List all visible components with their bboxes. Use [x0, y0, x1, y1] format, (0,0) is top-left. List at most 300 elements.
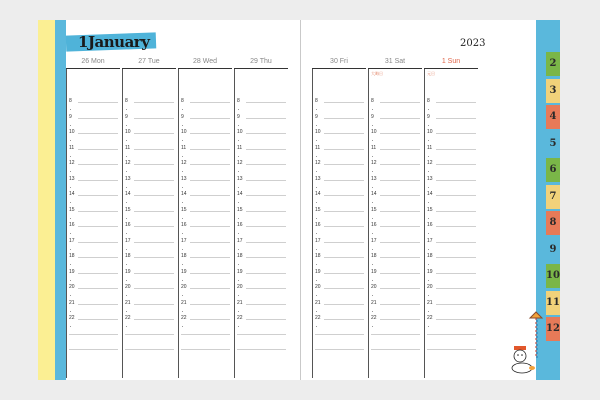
hour-line — [190, 319, 230, 320]
half-hour-dot — [428, 295, 429, 296]
hour-label: 11 — [125, 144, 131, 151]
half-hour-dot — [428, 109, 429, 110]
hour-label: 14 — [69, 191, 75, 197]
hour-label: 9 — [315, 113, 318, 120]
hour-line — [190, 288, 230, 289]
half-hour-dot — [126, 202, 127, 203]
hour-label: 17 — [125, 237, 131, 244]
hour-label: 22 — [125, 315, 131, 321]
hour-label: 16 — [69, 222, 75, 228]
hour-line — [78, 288, 118, 289]
half-hour-dot — [428, 311, 429, 312]
month-tab[interactable]: 3 — [546, 79, 560, 103]
half-hour-dot — [126, 295, 127, 296]
hour-label: 14 — [371, 191, 377, 197]
half-hour-dot — [70, 202, 71, 203]
hour-label: 10 — [371, 129, 377, 135]
hour-slot[interactable] — [312, 100, 366, 116]
half-hour-dot — [428, 171, 429, 172]
hour-slot[interactable] — [312, 317, 366, 333]
note-line — [315, 334, 364, 335]
half-hour-dot — [316, 264, 317, 265]
note-line — [371, 334, 420, 335]
hour-line — [78, 149, 118, 150]
half-hour-dot — [316, 233, 317, 234]
half-hour-dot — [428, 202, 429, 203]
hour-line — [324, 195, 364, 196]
half-hour-dot — [182, 326, 183, 327]
hour-line — [78, 304, 118, 305]
hour-label: 14 — [315, 191, 321, 197]
half-hour-dot — [428, 140, 429, 141]
page-gutter — [300, 20, 301, 380]
hour-line — [78, 164, 118, 165]
hour-line — [78, 242, 118, 243]
hour-slot[interactable] — [424, 100, 478, 116]
hour-line — [246, 319, 286, 320]
hour-line — [380, 319, 420, 320]
month-title — [78, 33, 149, 51]
hour-slot[interactable] — [424, 317, 478, 333]
half-hour-dot — [428, 280, 429, 281]
half-hour-dot — [126, 264, 127, 265]
half-hour-dot — [316, 295, 317, 296]
half-hour-dot — [70, 264, 71, 265]
hour-slot[interactable] — [234, 100, 288, 116]
hour-label: 22 — [69, 315, 75, 321]
hour-label: 15 — [427, 206, 433, 213]
hour-line — [324, 133, 364, 134]
hour-label: 8 — [125, 98, 128, 104]
hour-label: 12 — [315, 160, 321, 166]
hour-line — [78, 226, 118, 227]
half-hour-dot — [126, 249, 127, 250]
hour-label: 17 — [427, 237, 433, 244]
half-hour-dot — [316, 125, 317, 126]
hour-label: 10 — [69, 129, 75, 135]
hour-line — [246, 257, 286, 258]
day-column[interactable] — [368, 56, 422, 378]
hour-line — [436, 149, 476, 150]
hour-slots — [122, 100, 176, 333]
hour-slots — [178, 100, 232, 333]
hour-label: 9 — [237, 113, 240, 120]
half-hour-dot — [428, 233, 429, 234]
hour-label: 16 — [315, 222, 321, 228]
hour-line — [380, 102, 420, 103]
half-hour-dot — [126, 326, 127, 327]
hour-line — [190, 211, 230, 212]
hour-line — [324, 319, 364, 320]
half-hour-dot — [372, 187, 373, 188]
hour-line — [78, 133, 118, 134]
hour-line — [436, 118, 476, 119]
hour-slot[interactable] — [178, 100, 232, 116]
half-hour-dot — [70, 187, 71, 188]
month-tab[interactable]: 8 — [546, 211, 560, 235]
hour-label: 13 — [427, 175, 433, 182]
hour-label: 8 — [371, 98, 374, 104]
half-hour-dot — [238, 264, 239, 265]
hour-line — [134, 211, 174, 212]
hour-label: 8 — [427, 98, 430, 104]
planner-spread — [38, 20, 560, 380]
hour-line — [78, 257, 118, 258]
hour-label: 17 — [69, 237, 75, 244]
left-edge-yellow-band — [38, 20, 55, 380]
half-hour-dot — [316, 156, 317, 157]
hour-label: 22 — [427, 315, 433, 321]
half-hour-dot — [238, 311, 239, 312]
hour-line — [380, 180, 420, 181]
month-tab[interactable]: 7 — [546, 185, 560, 209]
hour-line — [436, 226, 476, 227]
hour-slot[interactable] — [178, 317, 232, 333]
hour-label: 15 — [125, 206, 131, 213]
half-hour-dot — [182, 171, 183, 172]
month-number: 1 — [78, 33, 88, 51]
day-header: 30 Fri — [330, 58, 348, 65]
hour-line — [246, 180, 286, 181]
hour-line — [380, 273, 420, 274]
month-tab[interactable]: 5 — [546, 132, 560, 156]
day-header-rule — [66, 68, 120, 69]
half-hour-dot — [238, 326, 239, 327]
hour-label: 21 — [125, 299, 131, 306]
hour-line — [190, 164, 230, 165]
hour-label: 20 — [181, 284, 187, 290]
hour-label: 21 — [427, 299, 433, 306]
half-hour-dot — [70, 125, 71, 126]
hour-label: 8 — [315, 98, 318, 104]
hour-label: 21 — [69, 299, 75, 306]
hour-line — [246, 102, 286, 103]
hour-label: 15 — [315, 206, 321, 213]
hour-line — [246, 195, 286, 196]
day-column[interactable] — [66, 56, 120, 378]
half-hour-dot — [182, 156, 183, 157]
hour-label: 13 — [181, 175, 187, 182]
half-hour-dot — [182, 249, 183, 250]
hour-line — [380, 149, 420, 150]
half-hour-dot — [372, 311, 373, 312]
day-column[interactable] — [312, 56, 366, 378]
half-hour-dot — [126, 140, 127, 141]
hour-line — [436, 288, 476, 289]
month-tab[interactable]: 4 — [546, 105, 560, 129]
hour-line — [246, 118, 286, 119]
day-header: 26 Mon — [81, 58, 105, 65]
hour-label: 16 — [181, 222, 187, 228]
hour-line — [78, 273, 118, 274]
half-hour-dot — [238, 125, 239, 126]
hour-line — [380, 242, 420, 243]
hour-label: 9 — [69, 113, 72, 120]
hour-line — [380, 288, 420, 289]
month-tab[interactable]: 10 — [546, 264, 560, 288]
hour-label: 18 — [237, 253, 243, 259]
hour-line — [134, 319, 174, 320]
hour-label: 20 — [125, 284, 131, 290]
half-hour-dot — [70, 171, 71, 172]
half-hour-dot — [238, 233, 239, 234]
hour-line — [134, 133, 174, 134]
hour-label: 10 — [181, 129, 187, 135]
hour-line — [190, 118, 230, 119]
month-tab[interactable]: 11 — [546, 291, 560, 315]
hour-line — [246, 242, 286, 243]
hour-slot[interactable] — [368, 100, 422, 116]
half-hour-dot — [316, 218, 317, 219]
hour-line — [78, 319, 118, 320]
month-tab[interactable]: 6 — [546, 158, 560, 182]
hour-line — [190, 242, 230, 243]
half-hour-dot — [428, 125, 429, 126]
half-hour-dot — [372, 171, 373, 172]
hour-label: 15 — [181, 206, 187, 213]
half-hour-dot — [70, 233, 71, 234]
half-hour-dot — [316, 187, 317, 188]
hour-line — [380, 257, 420, 258]
half-hour-dot — [238, 171, 239, 172]
month-tab[interactable]: 12 — [546, 317, 560, 341]
hour-slot[interactable] — [66, 317, 120, 333]
half-hour-dot — [316, 109, 317, 110]
half-hour-dot — [316, 280, 317, 281]
hour-label: 20 — [427, 284, 433, 290]
day-header: 31 Sat — [384, 58, 406, 65]
hour-line — [134, 164, 174, 165]
hour-label: 19 — [237, 268, 243, 275]
half-hour-dot — [372, 140, 373, 141]
half-hour-dot — [372, 156, 373, 157]
hour-line — [324, 164, 364, 165]
hour-line — [324, 288, 364, 289]
day-header: 1 Sun — [441, 58, 461, 65]
hour-line — [324, 257, 364, 258]
hour-label: 17 — [315, 237, 321, 244]
hour-line — [380, 211, 420, 212]
hour-label: 8 — [237, 98, 240, 104]
hour-line — [190, 195, 230, 196]
left-edge-blue-band — [55, 20, 66, 380]
half-hour-dot — [238, 218, 239, 219]
hour-slot[interactable] — [66, 100, 120, 116]
day-header: 29 Thu — [250, 58, 272, 65]
hour-label: 19 — [69, 268, 75, 275]
hour-slot[interactable] — [122, 317, 176, 333]
half-hour-dot — [182, 187, 183, 188]
hour-label: 15 — [69, 206, 75, 213]
hour-slot[interactable] — [368, 317, 422, 333]
hour-slots — [234, 100, 288, 333]
half-hour-dot — [182, 202, 183, 203]
hour-line — [324, 226, 364, 227]
half-hour-dot — [428, 156, 429, 157]
half-hour-dot — [182, 311, 183, 312]
note-line — [371, 349, 420, 350]
half-hour-dot — [238, 140, 239, 141]
hour-slots — [368, 100, 422, 333]
hour-line — [436, 133, 476, 134]
hour-label: 18 — [69, 253, 75, 259]
half-hour-dot — [372, 295, 373, 296]
hour-label: 16 — [237, 222, 243, 228]
hour-label: 13 — [69, 175, 75, 182]
hour-line — [134, 180, 174, 181]
hour-line — [134, 288, 174, 289]
hour-label: 16 — [371, 222, 377, 228]
hour-line — [436, 304, 476, 305]
hour-label: 21 — [315, 299, 321, 306]
hour-label: 16 — [125, 222, 131, 228]
hour-label: 13 — [315, 175, 321, 182]
hour-label: 10 — [315, 129, 321, 135]
hour-line — [190, 149, 230, 150]
hour-label: 14 — [237, 191, 243, 197]
hour-line — [246, 288, 286, 289]
hour-line — [246, 149, 286, 150]
hour-label: 13 — [237, 175, 243, 182]
hour-line — [190, 257, 230, 258]
half-hour-dot — [126, 233, 127, 234]
hour-line — [78, 195, 118, 196]
hour-line — [134, 102, 174, 103]
half-hour-dot — [238, 280, 239, 281]
holiday-note: 大晦日 — [371, 71, 383, 76]
hour-line — [190, 102, 230, 103]
hour-label: 21 — [371, 299, 377, 306]
half-hour-dot — [372, 233, 373, 234]
hour-label: 22 — [181, 315, 187, 321]
hour-line — [324, 118, 364, 119]
hour-line — [78, 211, 118, 212]
half-hour-dot — [70, 218, 71, 219]
hour-line — [246, 304, 286, 305]
half-hour-dot — [238, 295, 239, 296]
hour-label: 11 — [181, 144, 187, 151]
hour-line — [190, 304, 230, 305]
month-tab[interactable]: 9 — [546, 238, 560, 262]
month-name: January — [87, 33, 150, 51]
hour-line — [436, 257, 476, 258]
hour-line — [380, 133, 420, 134]
hour-label: 19 — [125, 268, 131, 275]
note-line — [237, 334, 286, 335]
note-line — [125, 349, 174, 350]
day-column[interactable] — [122, 56, 176, 378]
half-hour-dot — [126, 311, 127, 312]
hour-line — [436, 211, 476, 212]
hour-label: 11 — [315, 144, 321, 151]
hour-label: 9 — [427, 113, 430, 120]
hour-line — [324, 273, 364, 274]
hour-line — [246, 226, 286, 227]
hour-label: 11 — [427, 144, 433, 151]
hour-line — [324, 180, 364, 181]
hour-label: 12 — [427, 160, 433, 166]
day-column[interactable] — [424, 56, 478, 378]
half-hour-dot — [238, 156, 239, 157]
hour-label: 21 — [237, 299, 243, 306]
half-hour-dot — [428, 218, 429, 219]
hour-slot[interactable] — [234, 317, 288, 333]
half-hour-dot — [372, 202, 373, 203]
hour-label: 16 — [427, 222, 433, 228]
half-hour-dot — [182, 233, 183, 234]
day-column[interactable] — [234, 56, 288, 378]
hour-label: 10 — [427, 129, 433, 135]
half-hour-dot — [70, 140, 71, 141]
half-hour-dot — [372, 326, 373, 327]
hour-slot[interactable] — [122, 100, 176, 116]
hour-label: 12 — [181, 160, 187, 166]
half-hour-dot — [238, 202, 239, 203]
hour-label: 8 — [181, 98, 184, 104]
hour-label: 22 — [371, 315, 377, 321]
hour-line — [78, 118, 118, 119]
hour-label: 22 — [237, 315, 243, 321]
half-hour-dot — [126, 187, 127, 188]
note-line — [427, 349, 476, 350]
hour-line — [190, 273, 230, 274]
half-hour-dot — [428, 249, 429, 250]
hour-line — [134, 304, 174, 305]
hour-label: 12 — [125, 160, 131, 166]
hour-label: 20 — [371, 284, 377, 290]
hour-label: 20 — [315, 284, 321, 290]
hour-line — [134, 149, 174, 150]
day-header-rule — [368, 68, 422, 69]
hour-line — [436, 180, 476, 181]
hour-line — [380, 304, 420, 305]
day-header-rule — [234, 68, 288, 69]
hour-line — [436, 195, 476, 196]
hour-label: 13 — [371, 175, 377, 182]
half-hour-dot — [372, 249, 373, 250]
month-tab[interactable]: 2 — [546, 52, 560, 76]
hour-label: 12 — [371, 160, 377, 166]
hour-line — [436, 102, 476, 103]
note-line — [69, 334, 118, 335]
hour-line — [134, 195, 174, 196]
hour-label: 9 — [125, 113, 128, 120]
half-hour-dot — [126, 109, 127, 110]
half-hour-dot — [372, 125, 373, 126]
half-hour-dot — [70, 326, 71, 327]
hour-line — [190, 133, 230, 134]
hour-line — [324, 149, 364, 150]
hour-line — [246, 133, 286, 134]
day-column[interactable] — [178, 56, 232, 378]
half-hour-dot — [182, 218, 183, 219]
hour-line — [134, 118, 174, 119]
hour-label: 9 — [371, 113, 374, 120]
mascot-illustration — [508, 308, 548, 378]
hour-line — [380, 164, 420, 165]
hour-slots — [424, 100, 478, 333]
half-hour-dot — [372, 280, 373, 281]
day-header-rule — [312, 68, 366, 69]
hour-line — [134, 242, 174, 243]
half-hour-dot — [126, 218, 127, 219]
hour-label: 18 — [181, 253, 187, 259]
half-hour-dot — [316, 171, 317, 172]
hour-label: 11 — [371, 144, 377, 151]
hour-label: 19 — [371, 268, 377, 275]
hour-label: 19 — [315, 268, 321, 275]
note-line — [181, 349, 230, 350]
